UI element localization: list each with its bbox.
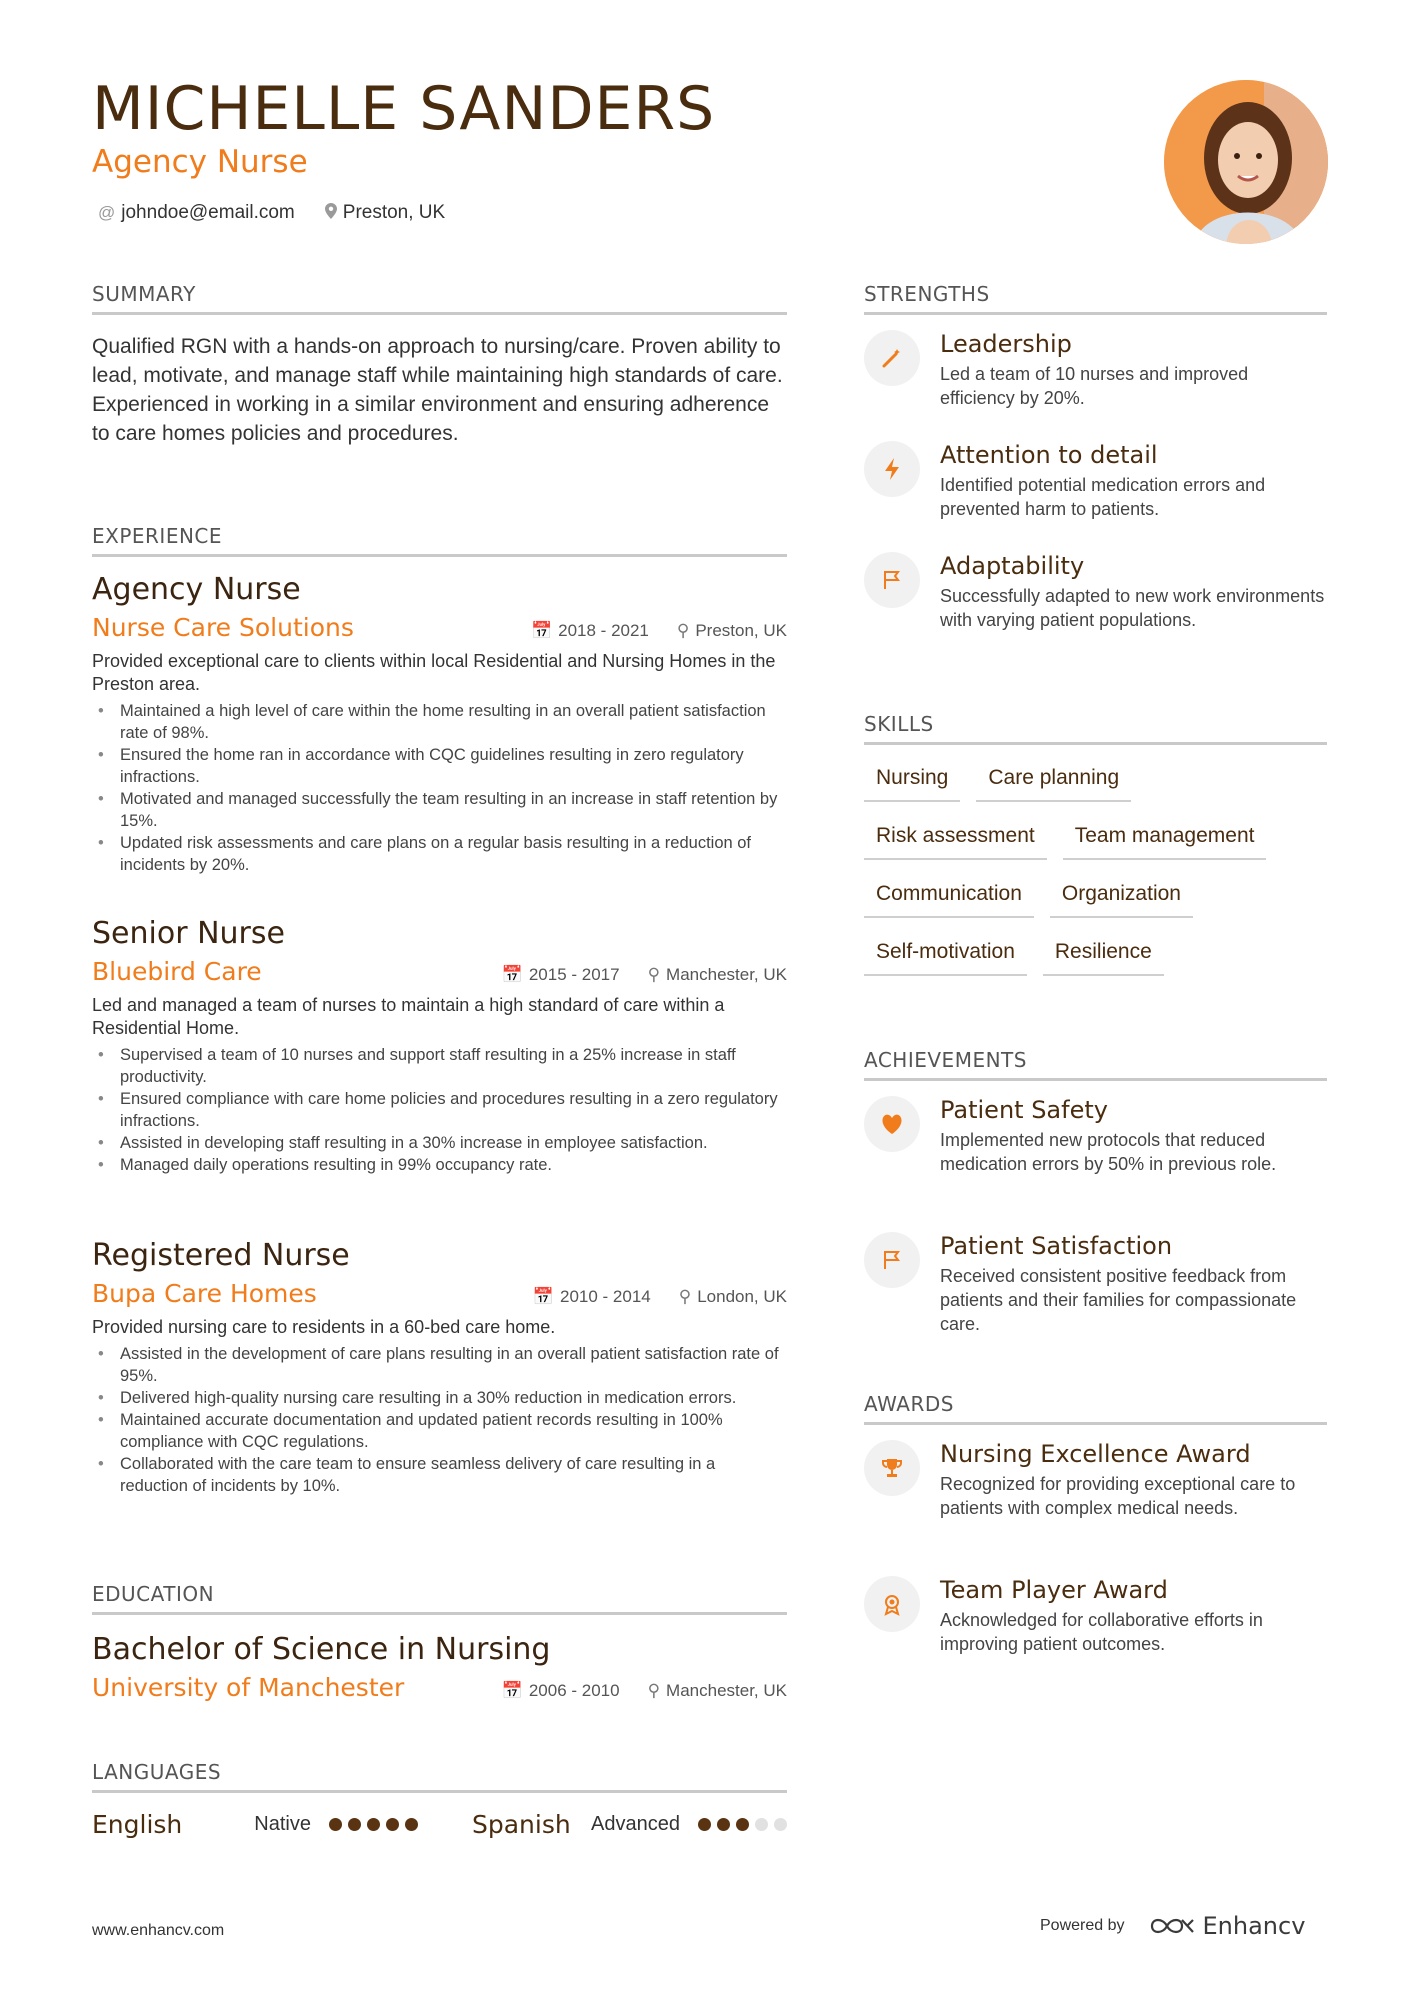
skill-tag: Care planning bbox=[976, 758, 1131, 802]
company-name: Nurse Care Solutions bbox=[92, 613, 354, 642]
strength-item bbox=[864, 330, 1327, 410]
skill-tag: Team management bbox=[1063, 816, 1267, 860]
heart-icon bbox=[864, 1096, 920, 1152]
education-entry bbox=[92, 1632, 787, 1702]
award-description: Recognized for providing exceptional care to patients with complex medical needs. bbox=[940, 1474, 1296, 1518]
achievements-heading: ACHIEVEMENTS bbox=[864, 1048, 1327, 1081]
language-item bbox=[92, 1810, 442, 1839]
education-dates: 2006 - 2010 bbox=[528, 1681, 620, 1700]
rating-dot-filled bbox=[367, 1818, 380, 1831]
language-level: Advanced bbox=[591, 1813, 680, 1835]
strength-title: Leadership bbox=[940, 330, 1072, 358]
achievement-item bbox=[864, 1232, 1327, 1336]
candidate-name: MICHELLE SANDERS bbox=[92, 74, 716, 144]
language-name: Spanish bbox=[472, 1810, 571, 1839]
bullet-item: • Assisted in the development of care plans resulting in an overall patient satisfaction rate of 95%. bbox=[92, 1343, 787, 1387]
job-title: Senior Nurse bbox=[92, 916, 285, 951]
location-pin-icon: ⚲ bbox=[678, 1287, 692, 1306]
rating-dot-empty bbox=[755, 1818, 768, 1831]
job-title: Agency Nurse bbox=[92, 572, 301, 607]
job-location: Manchester, UK bbox=[666, 965, 787, 984]
bullet-item: • Maintained a high level of care within the home resulting in an overall patient satisfaction rate of 98%. bbox=[92, 700, 787, 744]
rating-dot-filled bbox=[386, 1818, 399, 1831]
calendar-icon: 📅 bbox=[530, 621, 553, 640]
enhancv-logo-icon bbox=[1149, 1914, 1195, 1938]
job-description: Provided nursing care to residents in a 60-bed care home. bbox=[92, 1317, 556, 1337]
rating-dot-filled bbox=[717, 1818, 730, 1831]
footer-branding bbox=[1040, 1912, 1305, 1940]
degree-title: Bachelor of Science in Nursing bbox=[92, 1632, 551, 1667]
job-dates: 2018 - 2021 bbox=[558, 621, 649, 640]
skill-tag: Self-motivation bbox=[864, 932, 1027, 976]
rating-dot-filled bbox=[348, 1818, 361, 1831]
languages-list bbox=[92, 1810, 787, 1839]
achievement-description: Implemented new protocols that reduced medication errors by 50% in previous role. bbox=[940, 1130, 1277, 1174]
skill-tag: Organization bbox=[1050, 874, 1193, 918]
rating-dot-filled bbox=[329, 1818, 342, 1831]
bullet-item: • Maintained accurate documentation and updated patient records resulting in 100% compliance with CQC regulations. bbox=[92, 1409, 787, 1453]
job-description: Led and managed a team of nurses to maintain a high standard of care within a Residential Home. bbox=[92, 995, 725, 1038]
experience-entry bbox=[92, 1238, 787, 1497]
location-pin-icon: ⚲ bbox=[647, 965, 661, 984]
email-text: johndoe@email.com bbox=[121, 202, 295, 223]
location-pin-icon bbox=[325, 203, 337, 224]
bullet-item: • Motivated and managed successfully the team resulting in an increase in staff retention by 15%. bbox=[92, 788, 787, 832]
awards-heading: AWARDS bbox=[864, 1392, 1327, 1425]
award-title: Nursing Excellence Award bbox=[940, 1440, 1251, 1468]
award-description: Acknowledged for collaborative efforts in improving patient outcomes. bbox=[940, 1610, 1263, 1654]
skill-tag: Resilience bbox=[1043, 932, 1164, 976]
experience-entry bbox=[92, 916, 787, 1176]
award-item bbox=[864, 1440, 1327, 1520]
rating-dot-empty bbox=[774, 1818, 787, 1831]
strength-title: Adaptability bbox=[940, 552, 1085, 580]
achievement-item bbox=[864, 1096, 1327, 1176]
language-level: Native bbox=[254, 1813, 311, 1835]
language-item bbox=[442, 1810, 787, 1839]
skills-list bbox=[864, 758, 1327, 976]
rating-dot-filled bbox=[405, 1818, 418, 1831]
rating-dot-filled bbox=[736, 1818, 749, 1831]
strength-description: Successfully adapted to new work environments with varying patient populations. bbox=[940, 586, 1325, 630]
calendar-icon: 📅 bbox=[501, 965, 523, 984]
bullet-item: • Supervised a team of 10 nurses and support staff resulting in a 25% increase in staff productivity. bbox=[92, 1044, 787, 1088]
magic-wand-icon bbox=[864, 330, 920, 386]
calendar-icon: 📅 bbox=[532, 1287, 554, 1306]
achievement-title: Patient Satisfaction bbox=[940, 1232, 1173, 1260]
strength-item bbox=[864, 552, 1327, 632]
education-heading: EDUCATION bbox=[92, 1582, 787, 1615]
skill-tag: Nursing bbox=[864, 758, 960, 802]
footer-website[interactable]: www.enhancv.com bbox=[92, 1922, 225, 1939]
skill-tag: Risk assessment bbox=[864, 816, 1047, 860]
bullet-item: • Ensured compliance with care home policies and procedures resulting in a zero regulatory infractions. bbox=[92, 1088, 787, 1132]
location-pin-icon: ⚲ bbox=[647, 1681, 661, 1700]
strengths-heading: STRENGTHS bbox=[864, 282, 1327, 315]
job-dates: 2015 - 2017 bbox=[528, 965, 620, 984]
flag-icon bbox=[864, 552, 920, 608]
trophy-icon bbox=[864, 1440, 920, 1496]
enhancv-logo[interactable] bbox=[1149, 1912, 1306, 1940]
job-bullets bbox=[92, 1343, 787, 1497]
education-location: Manchester, UK bbox=[666, 1681, 787, 1700]
brand-name: Enhancv bbox=[1202, 1912, 1306, 1940]
job-location: London, UK bbox=[697, 1287, 787, 1306]
lightning-icon bbox=[864, 441, 920, 497]
company-name: Bluebird Care bbox=[92, 957, 262, 986]
experience-entry bbox=[92, 572, 787, 876]
achievement-description: Received consistent positive feedback from patients and their families for compassionate care. bbox=[940, 1266, 1297, 1334]
bullet-item: • Updated risk assessments and care plans on a regular basis resulting in a reduction of incidents by 20%. bbox=[92, 832, 787, 876]
location-contact bbox=[325, 202, 445, 224]
bullet-item: • Delivered high-quality nursing care resulting in a 30% reduction in medication errors. bbox=[92, 1387, 787, 1409]
job-bullets bbox=[92, 1044, 787, 1176]
rating-dots bbox=[698, 1818, 787, 1831]
achievement-title: Patient Safety bbox=[940, 1096, 1108, 1124]
bullet-item: • Managed daily operations resulting in 99% occupancy rate. bbox=[92, 1154, 787, 1176]
skills-heading: SKILLS bbox=[864, 712, 1327, 745]
experience-heading: EXPERIENCE bbox=[92, 524, 787, 557]
school-name: University of Manchester bbox=[92, 1673, 405, 1702]
bullet-item: • Ensured the home ran in accordance with CQC guidelines resulting in zero regulatory infractions. bbox=[92, 744, 787, 788]
job-dates: 2010 - 2014 bbox=[560, 1287, 651, 1306]
calendar-icon: 📅 bbox=[501, 1681, 523, 1700]
rating-dot-filled bbox=[698, 1818, 711, 1831]
job-bullets bbox=[92, 700, 787, 876]
job-description: Provided exceptional care to clients within local Residential and Nursing Homes in the Preston area. bbox=[92, 651, 776, 694]
strength-description: Led a team of 10 nurses and improved efficiency by 20%. bbox=[940, 364, 1249, 408]
rating-dots bbox=[329, 1818, 418, 1831]
strength-description: Identified potential medication errors and prevented harm to patients. bbox=[940, 475, 1266, 519]
flag-icon bbox=[864, 1232, 920, 1288]
summary-heading: SUMMARY bbox=[92, 282, 787, 315]
award-title: Team Player Award bbox=[940, 1576, 1168, 1604]
job-title: Registered Nurse bbox=[92, 1238, 350, 1273]
language-name: English bbox=[92, 1810, 183, 1839]
medal-icon bbox=[864, 1576, 920, 1632]
strength-item bbox=[864, 441, 1327, 521]
bullet-item: • Assisted in developing staff resulting in a 30% increase in employee satisfaction. bbox=[92, 1132, 787, 1154]
contact-info bbox=[98, 202, 445, 224]
summary-text: Qualified RGN with a hands-on approach to nursing/care. Proven ability to lead, motivate, and manage staff while maintaining high standards of care. Experienced in working in a similar environment and ensuring adherence to care homes policies and procedures. bbox=[92, 335, 783, 445]
skill-tag: Communication bbox=[864, 874, 1034, 918]
email-contact[interactable] bbox=[98, 202, 295, 224]
strength-title: Attention to detail bbox=[940, 441, 1158, 469]
award-item bbox=[864, 1576, 1327, 1656]
bullet-item: • Collaborated with the care team to ensure seamless delivery of care resulting in a reduction of incidents by 10%. bbox=[92, 1453, 787, 1497]
powered-by-text: Powered by bbox=[1040, 1917, 1125, 1934]
profile-photo bbox=[1164, 80, 1328, 244]
company-name: Bupa Care Homes bbox=[92, 1279, 317, 1308]
at-icon: @ bbox=[98, 203, 116, 222]
candidate-title: Agency Nurse bbox=[92, 144, 308, 180]
location-pin-icon: ⚲ bbox=[676, 621, 690, 640]
location-text: Preston, UK bbox=[342, 202, 446, 223]
languages-heading: LANGUAGES bbox=[92, 1760, 787, 1793]
job-location: Preston, UK bbox=[695, 621, 787, 640]
